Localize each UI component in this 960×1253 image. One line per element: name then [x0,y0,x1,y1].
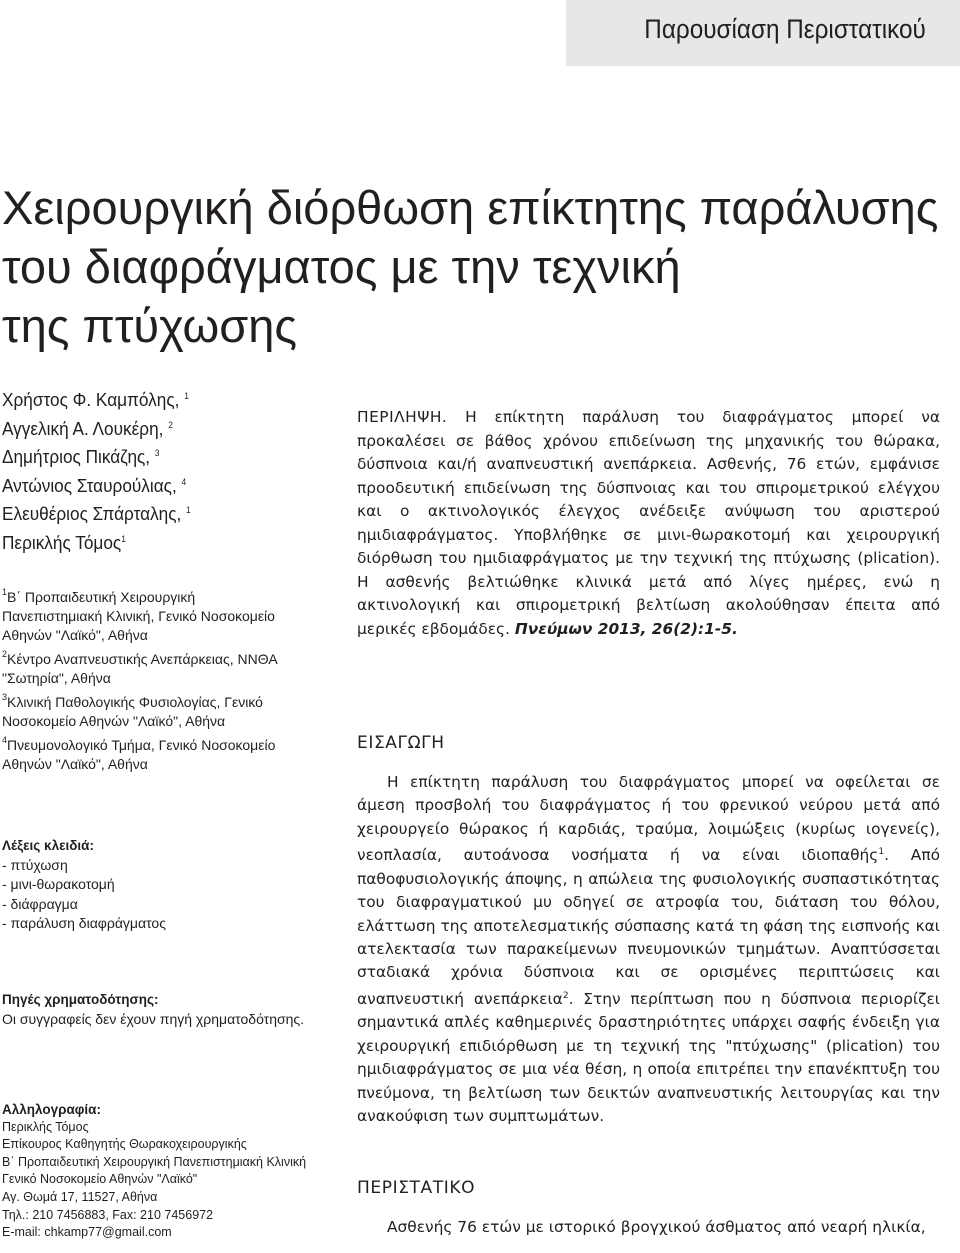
abstract-text: Η επίκτητη παράλυση του διαφράγματος μπορεί να προκαλέσει σε βάθος χρόνου επιδείνωση της μηχανικής του θώρακα, δύσπνοια και/ή αναπνευστική ανεπάρκεια. Ασθενής, 76 ετών, εμφάνισε προοδευτική επιδείνωση της δύσπνοιας και του σπιρομετρικού ελέγχου και ο ακτινολογικός έλεγχος ανέδειξε ανύψωση του αριστερού ημιδιαφράγματος. Υποβλήθηκε σε μινι-θωρακοτομή και χειρουργική διόρθωση του ημιδιαφράγματος με την τεχνική της πτύχωσης (plication). Η ασθενής βελτιώθηκε κλινικά μετά από λίγες ημέρες, ενώ η ακτινολογική και σπιρομετρική βελτίωση ακολούθησαν έπειτα από μερικές εβδομάδες. [357,408,940,638]
case-body [357,1216,940,1239]
author: Ελευθέριος Σπάρταλης, $^1$ [2,503,191,525]
affiliation-line: $^4$Πνευμονολογικό Τμήμα, Γενικό Νοσοκομείο [2,734,276,753]
author: Περικλής Τόμος$^1$ [2,531,126,553]
case-paragraph: Ασθενής 76 ετών με ιστορικό βρογχικού άσθματος από νεαρή ηλικία, [387,1218,926,1236]
correspondence-line: Γενικό Νοσοκομείο Αθηνών "Λαϊκό" [2,1172,198,1187]
correspondence-heading: Αλληλογραφία: [2,1102,101,1117]
abstract-citation: Πνεύμων 2013, 26(2):1-5. [514,619,738,638]
keyword-item: - πτύχωση [2,856,68,873]
correspondence-line: Περικλής Τόμος [2,1119,89,1134]
funding [2,990,304,1029]
title-line: του διαφράγματος με την τεχνική [2,240,681,293]
abstract [357,406,940,641]
left-column [2,384,332,1240]
intro-heading: ΕΙΣΑΓΩΓΗ [357,733,445,753]
keyword-item: - παράλυση διαφράγματος [2,915,166,931]
correspondence-line: Τηλ.: 210 7456883, Fax: 210 7456972 [2,1207,214,1222]
affiliations [2,583,332,774]
correspondence-email[interactable]: E-mail: chkamp77@gmail.com [2,1225,172,1240]
section-label: Παρουσίαση Περιστατικού [644,14,926,44]
affiliation-line: Πανεπιστημιακή Κλινική, Γενικό Νοσοκομείο [2,607,275,624]
intro-body [357,771,940,1128]
case-heading: ΠΕΡΙΣΤΑΤΙΚΟ [357,1178,476,1198]
title-line: της πτύχωσης [2,299,298,352]
affiliation-line: $^2$Κέντρο Αναπνευστικής Ανεπάρκειας, ΝΝΘΑ [2,648,278,667]
title-line: Χειρουργική διόρθωση επίκτητης παράλυσης [2,181,939,234]
correspondence-line: Β΄ Προπαιδευτική Χειρουργική Πανεπιστημιακή Κλινική [2,1154,307,1169]
author: Αντώνιος Σταυρούλιας, $^4$ [2,474,187,496]
author: Αγγελική Α. Λουκέρη, $^2$ [2,417,173,439]
article-title [2,178,952,355]
correspondence-line: Επίκουρος Καθηγητής Θωρακοχειρουργικής [2,1137,247,1152]
affiliation-line: $^3$Κλινική Παθολογικής Φυσιολογίας, Γενικό [2,691,263,710]
affiliation-line: Νοσοκομείο Αθηνών "Λαϊκό", Αθήνα [2,712,226,729]
correspondence-line: Αγ. Θωμά 17, 11527, Αθήνα [2,1189,158,1204]
author: Δημήτριος Πικάζης, $^3$ [2,446,160,468]
affiliation-line: Αθηνών "Λαϊκό", Αθήνα [2,755,148,772]
keywords-heading: Λέξεις κλειδιά: [2,838,94,853]
author-list [2,384,332,556]
section-header [566,0,960,66]
funding-text: Οι συγγραφείς δεν έχουν πηγή χρηματοδότησης. [2,1010,305,1027]
affiliation-line: Αθηνών "Λαϊκό", Αθήνα [2,626,148,643]
abstract-label: ΠΕΡΙΛΗΨΗ. [357,408,448,426]
intro-paragraph: Η επίκτητη παράλυση του διαφράγματος μπορεί να οφείλεται σε άμεση προσβολή του διαφράγματος ή του φρενικού νεύρου μετά από χειρουργείο θώρακος ή καρδιάς, τραύμα, λοιμώξεις (κυρίως ιογενείς), νεοπλασία, αυτοάνοσα νοσήματα ή να είναι ιδιοπαθής$^1$. Από παθοφυσιολογικής άποψης, η απώλεια της φυσιολογικής συσπαστικότητας του διαφραγματικού μυ οδηγεί σε ατροφία του, διάταση του θόλου, ελάττωση της αποτελεσματικής σύσπασης κατά τη φάση της εισπνοής και ατελεκτασία των παρακείμενων πνευμονικών τμημάτων. Αναπτύσσεται σταδιακά χρόνια δύσπνοια και σε ορισμένες περιπτώσεις και αναπνευστική ανεπάρκεια$^2$. Στην περίπτωση που η δύσπνοια περιορίζει σημαντικά απλές καθημερινές δραστηριότητες υπάρχει σαφής ένδειξη για χειρουργική επιδιόρθωση με τη τεχνική της "πτύχωσης" (plication) του ημιδιαφράγματος σε μια νέα θέση, η οποία επιτρέπει την επανέκπτυξη του πνεύμονα, τη βελτίωση των δεικτών αναπνευστικής λειτουργίας και την ανακούφιση των συμπτωμάτων. [357,773,941,1125]
author: Χρήστος Φ. Καμπόλης, $^1$ [2,389,189,410]
correspondence [2,1101,306,1242]
keyword-item: - διάφραγμα [2,895,78,912]
keyword-item: - μινι-θωρακοτομή [2,876,115,892]
funding-heading: Πηγές χρηματοδότησης: [2,992,159,1007]
keywords [2,836,166,934]
affiliation-line: "Σωτηρία", Αθήνα [2,669,111,686]
affiliation-line: $^1$Β΄ Προπαιδευτική Χειρουργική [2,586,196,605]
